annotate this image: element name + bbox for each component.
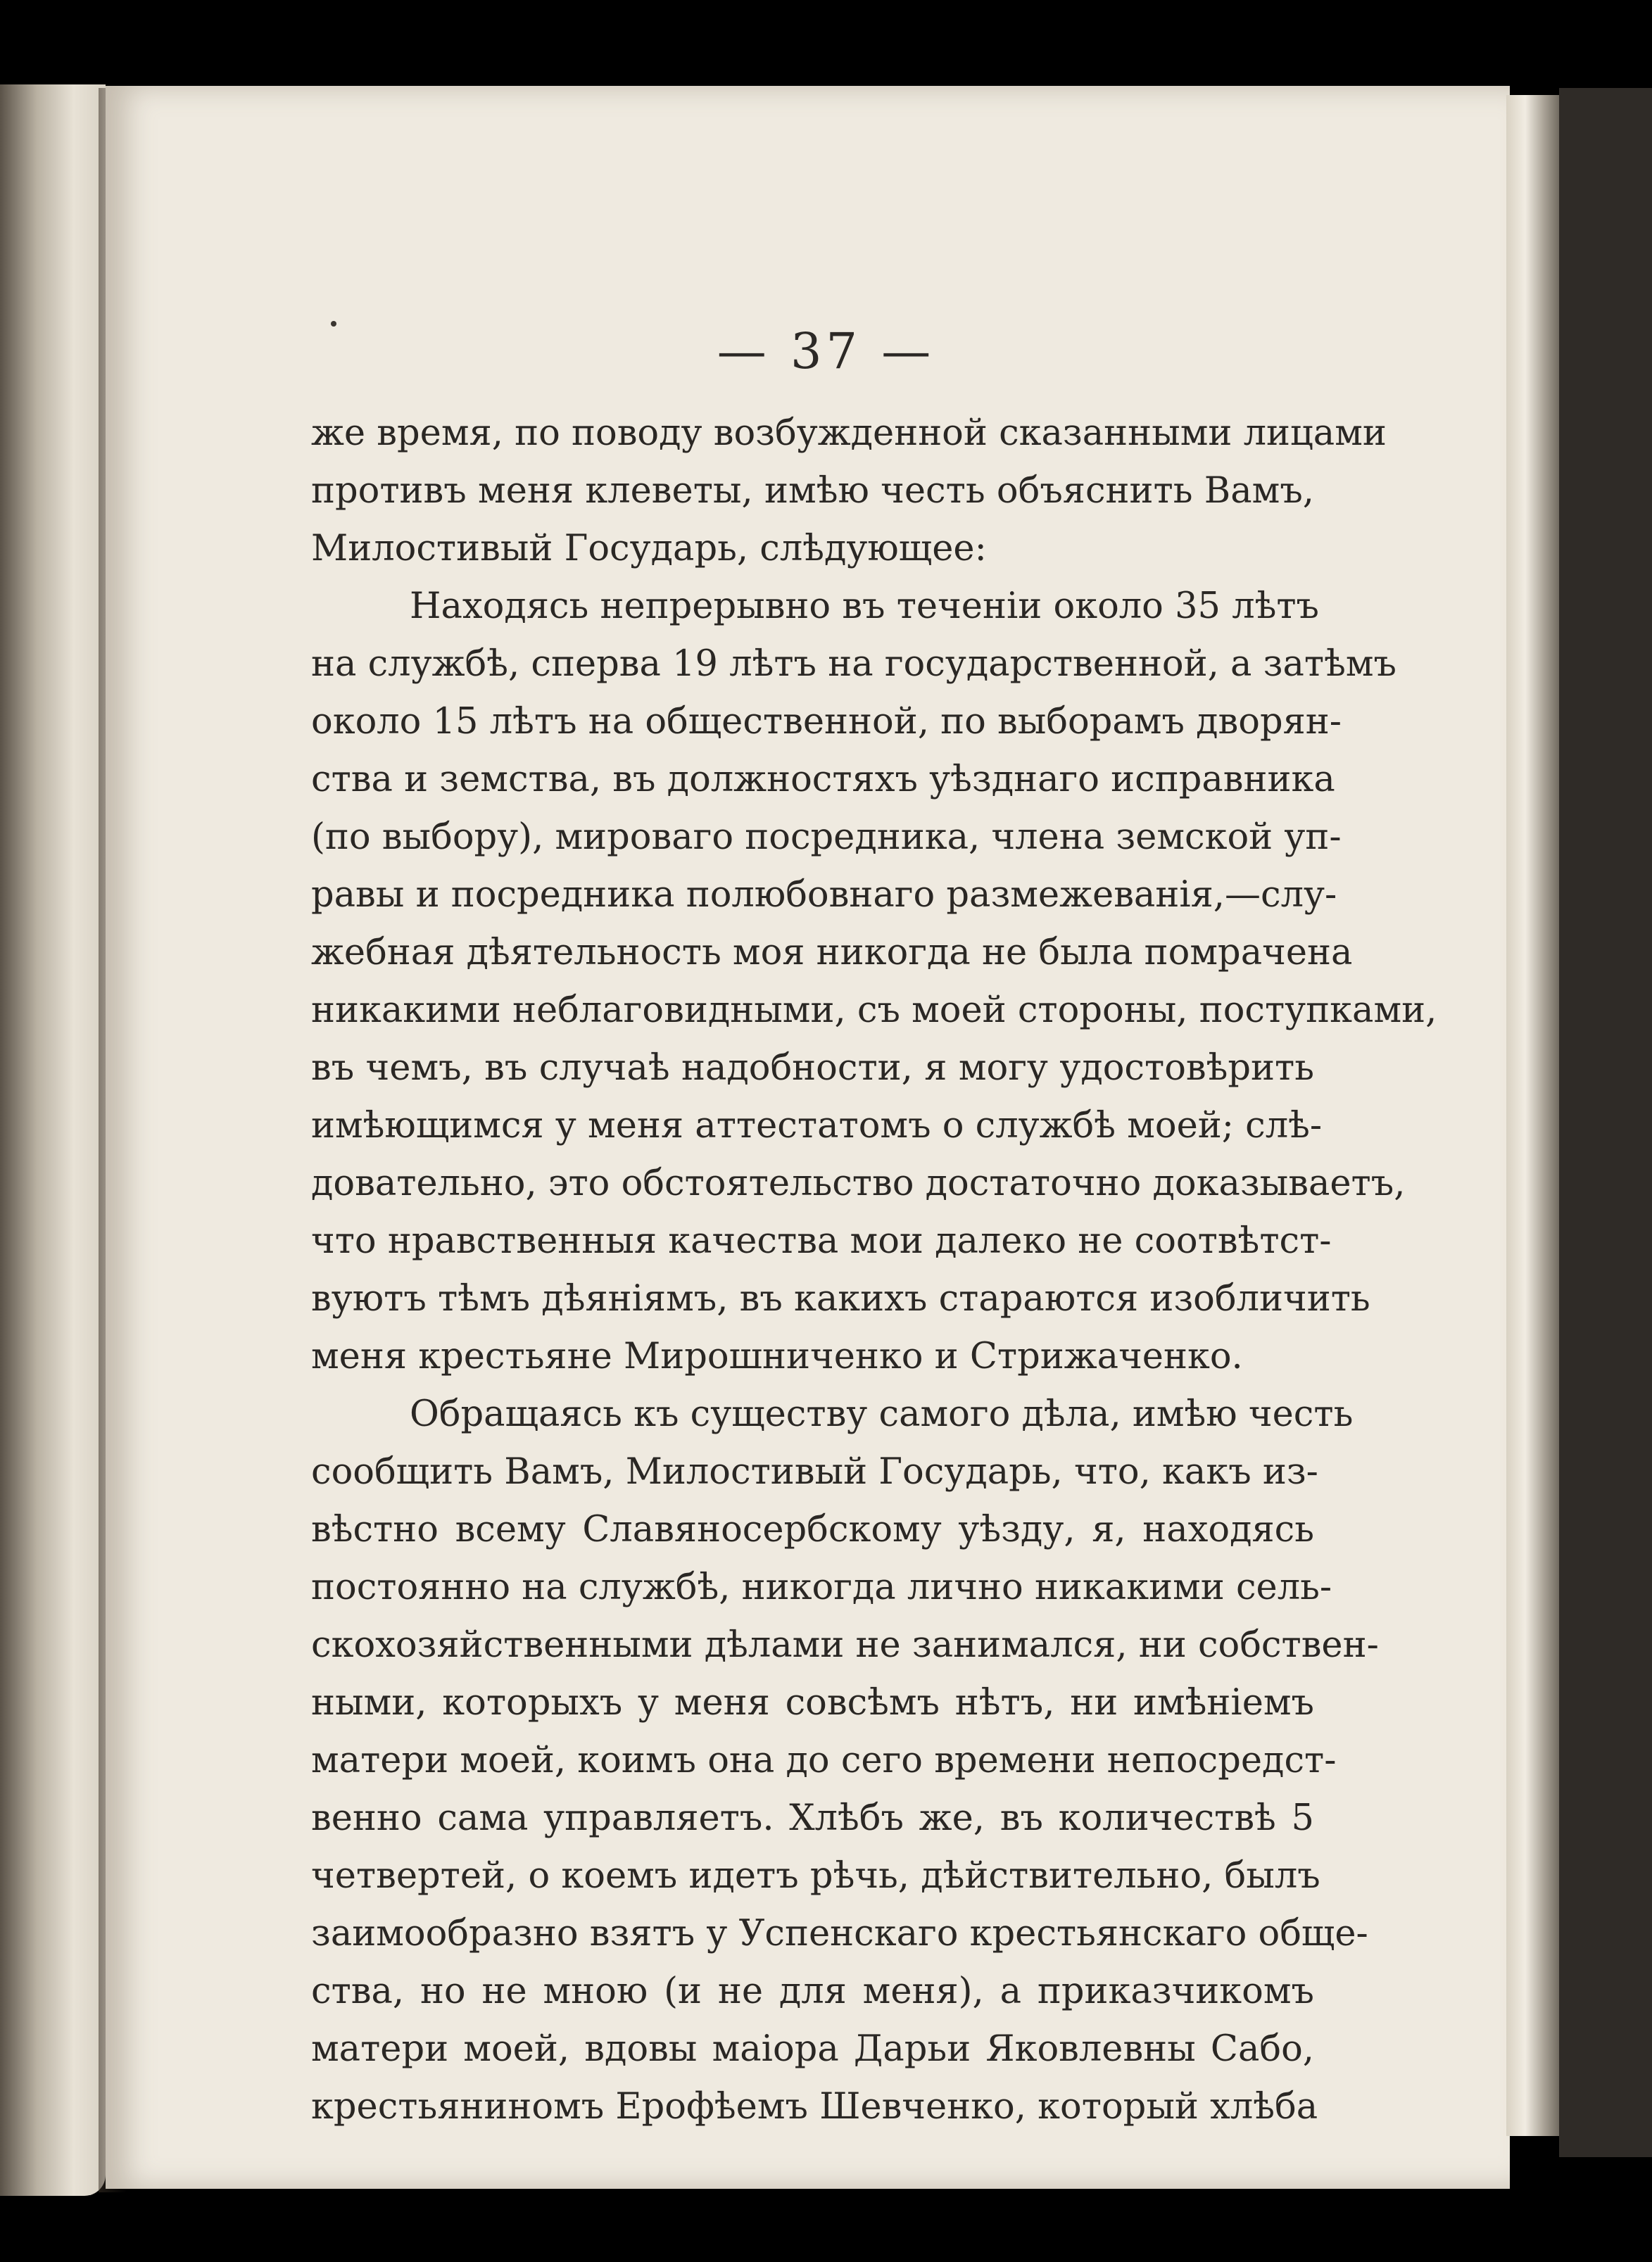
text-line: ными, которыхъ у меня совсѣмъ нѣтъ, ни имѣніемъ xyxy=(311,1682,1314,1724)
page-number: — 37 — xyxy=(717,322,935,380)
text-line: ства и земства, въ должностяхъ уѣзднаго исправника xyxy=(311,759,1335,800)
text-line: же время, по поводу возбужденной сказанными лицами xyxy=(311,412,1387,454)
text-line: противъ меня клеветы, имѣю честь объяснить Вамъ, xyxy=(311,470,1314,512)
text-line: крестьяниномъ Ерофѣемъ Шевченко, который хлѣба xyxy=(311,2086,1318,2128)
text-line: никакими неблаговидными, съ моей стороны, поступками, xyxy=(311,990,1437,1031)
text-line: заимообразно взятъ у Успенскаго крестьянскаго обще- xyxy=(311,1913,1368,1954)
text-line: венно сама управляетъ. Хлѣбъ же, въ количествѣ 5 xyxy=(311,1797,1314,1839)
text-line: на службѣ, сперва 19 лѣтъ на государственной, а затѣмъ xyxy=(311,643,1396,685)
text-line: равы и посредника полюбовнаго размежеванія,—слу- xyxy=(311,874,1337,916)
text-line: сообщить Вамъ, Милостивый Государь, что, какъ из- xyxy=(311,1451,1318,1493)
text-line: (по выбору), мироваго посредника, члена земской уп- xyxy=(311,816,1342,858)
text-line: имѣющимся у меня аттестатомъ о службѣ моей; слѣ- xyxy=(311,1105,1323,1146)
text-line: матери моей, вдовы маіора Дарьи Яковлевны Сабо, xyxy=(311,2028,1314,2070)
text-line: около 15 лѣтъ на общественной, по выборамъ дворян- xyxy=(311,701,1342,743)
text-line: жебная дѣятельность моя никогда не была помрачена xyxy=(311,932,1353,973)
text-line: Обращаясь къ существу самого дѣла, имѣю честь xyxy=(410,1394,1354,1435)
text-line: скохозяйственными дѣлами не занимался, ни собствен- xyxy=(311,1624,1379,1666)
text-line: матери моей, коимъ она до сего времени непосредст- xyxy=(311,1740,1337,1781)
text-line: вѣстно всему Славяносербскому уѣзду, я, находясь xyxy=(311,1509,1314,1550)
text-line: въ чемъ, въ случаѣ надобности, я могу удостовѣрить xyxy=(311,1047,1314,1089)
text-line: что нравственныя качества мои далеко не соотвѣтст- xyxy=(311,1220,1332,1262)
text-line: Милостивый Государь, слѣдующее: xyxy=(311,528,987,569)
text-line: ства, но не мною (и не для меня), а приказчикомъ xyxy=(311,1971,1314,2012)
left-page-edge xyxy=(0,84,106,2196)
text-line: меня крестьяне Мирошниченко и Стрижаченко. xyxy=(311,1336,1243,1377)
text-line: постоянно на службѣ, никогда лично никакими сель- xyxy=(311,1567,1332,1608)
body-text xyxy=(311,405,1437,2136)
text-line: вуютъ тѣмъ дѣяніямъ, въ какихъ стараются изобличить xyxy=(311,1278,1370,1320)
book-cover xyxy=(1559,88,1652,2157)
text-line: четвертей, о коемъ идетъ рѣчь, дѣйствительно, былъ xyxy=(311,1855,1320,1897)
text-line: Находясь непрерывно въ теченіи около 35 лѣтъ xyxy=(410,586,1320,627)
text-line: довательно, это обстоятельство достаточно доказываетъ, xyxy=(311,1163,1406,1204)
